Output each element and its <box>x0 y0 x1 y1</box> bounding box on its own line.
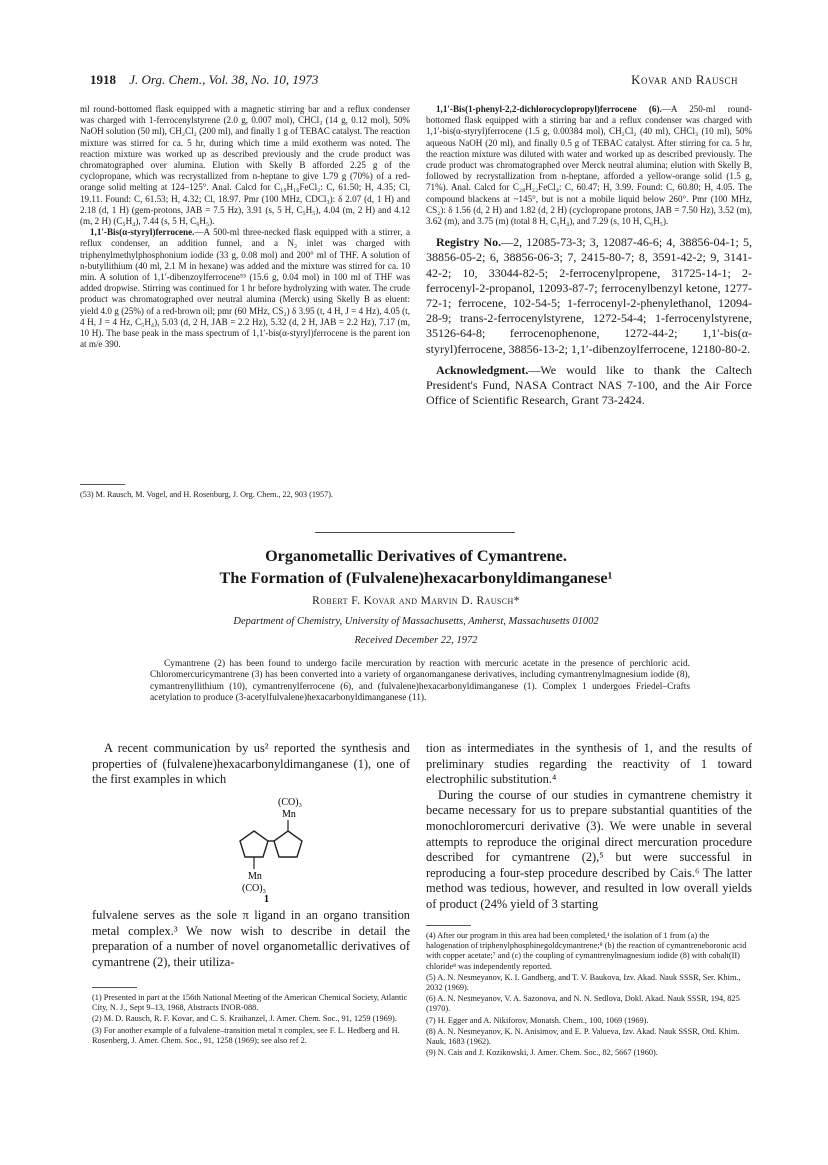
article-authors: Robert F. Kovar and Marvin D. Rausch* <box>312 595 520 607</box>
footnote-divider <box>426 925 471 926</box>
paragraph: ml round-bottomed flask equipped with a magnetic stirring bar and a reflux condenser was charged with 1-ferrocenylstyrene (2.0 g, 0.007 mol), CHCl₃ (14 g, 0.12 mol), 50% NaOH solution (50 ml), CH₂Cl₂ (200 ml), and finally 1 g of TEBAC catalyst. The reaction mixture was stirred for ca. 5 hr, during which time a mild exotherm was noted. The reaction mixture was worked up as described previously and the crude product was chromatographed over alumina. Elution with Skelly B afforded 2.25 g of the cyclopropane, which was recrystallized from n-heptane to give 1.79 g (70%) of a red-orange solid melting at 124–125°. Anal. Calcd for C₁₉H₁₆FeCl₂: C, 61.50; H, 4.35; Cl, 19.11. Found: C, 61.53; H, 4.32; Cl, 18.97. Pmr (100 MHz, CDCl₃): δ 2.07 (d, 1 H) and 2.18 (d, 1 H) (gem-protons, JAB = 7.5 Hz), 3.91 (s, 5 H, C₅H₅), 4.04 (m, 2 H) and 4.12 (m, 2 H) (C₅H₄), 7.44 (s, 5 H, C₆H₅). <box>80 104 410 227</box>
footnote: (7) H. Egger and A. Nikiforov, Monatsh. Chem., 100, 1069 (1969). <box>426 1015 649 1025</box>
paragraph-body: —A 500-ml three-necked flask equipped with a stirrer, a reflux condenser, an addition funnel, and a N₂ inlet was charged with triphenylmethylphosphonium iodide (33 g, 0.08 mol) and 200° ml of THF. A solution of n-butyllithium (40 ml, 2.1 M in hexane) was added and the mixture was stirred for ca. 10 min. A solution of 1,1′-dibenzoylferrocene⁵³ (15.6 g, 0.04 mol) in 100 ml of THF was added dropwise. Stirring was continued for 1 hr before hydrolyzing with water. The crude product was chromatographed over neutral alumina (Merck) using Skelly B as eluent: yield 4.0 g (25%) of a red-brown oil; pmr (60 MHz, CS₂) δ 3.95 (t, 4 H, J = 4 Hz), 4.05 (t, 4 H, J = 4 Hz, C₅H₄), 5.03 (d, 2 H, JAB = 2.2 Hz), 5.32 (d, 2 H, JAB = 2.2 Hz), 7.17 (m, 10 H). The base peak in the mass spectrum of 1,1′-bis(α-styryl)ferrocene is the parent ion at m/e 390. <box>80 227 410 350</box>
footnote: (8) A. N. Nesmeyanov, K. N. Anisimov, and E. P. Valueva, Izv. Akad. Nauk SSSR, Otd. Khim. Nauk, 1683 (1962). <box>426 1026 740 1047</box>
footnote: (1) Presented in part at the 156th National Meeting of the American Chemical Society, Atlantic City, N. J., Sept 9–13, 1968, Abstracts INOR-088. <box>92 993 408 1013</box>
registry-heading: Registry No. <box>436 235 502 250</box>
paragraph-body: —A 250-ml round-bottomed flask equipped with a stirring bar and a reflux condenser was charged with 1,1′-bis(α-styryl)ferrocene (1.5 g, 0.00384 mol), CH₂Cl₂ (40 ml), CHCl₃ (10 ml), 50% aqueous NaOH (20 ml), and finally 0.5 g of TEBAC catalyst. After stirring for ca. 5 hr, the reaction mixture was diluted with water and worked up as described previously. The crude product was chromatographed over Merck neutral alumina; elution with Skelly B, followed by recrystallization from n-heptane, afforded a yellow-orange solid (1.5 g, 71%). Anal. Calcd for C₂₈H₂₂FeCl₄: C, 60.47; H, 3.99. Found: C, 60.80; H, 4.05. The compound blackens at ~145°, but is not a mobile liquid below 260°. Pmr (100 MHz, CS₂): δ 1.56 (d, 2 H) and 1.82 (d, 2 H) (cyclopropane protons, JAB = 7.50 Hz), 3.52 (m), 3.62 (m), and 3.75 (m) (total 8 H, C₅H₄), and 7.29 (s, 10 H, C₆H₅). <box>426 104 752 227</box>
right-column-continuation <box>426 104 752 408</box>
running-header <box>90 72 738 90</box>
article-separator <box>315 532 515 533</box>
footnotes-right <box>426 931 752 1059</box>
structure-label-top: (CO)₃ <box>278 797 303 808</box>
footnote: (4) After our program in this area had been completed,¹ the isolation of 1 from (a) the halogenation of triphenylphosphinegoldcymantrene;⁸ (b) the reaction of cymantreneboronic acid with copper acetate;⁷ and (c) the coupling of cymantrenylmagnesium iodide (8) with cobalt(II) chloride⁸ was independently reported. <box>426 931 747 971</box>
left-column-continuation <box>80 104 410 350</box>
footnote: (9) N. Cais and J. Kozikowski, J. Amer. Chem. Soc., 82, 5667 (1960). <box>426 1048 658 1058</box>
right-body <box>426 741 752 913</box>
structure-metal-bottom: Mn <box>248 871 262 882</box>
paragraph-heading: 1,1′-Bis(α-styryl)ferrocene. <box>90 227 195 238</box>
running-authors: Kovar and Rausch <box>631 72 738 87</box>
registry-numbers <box>426 235 752 357</box>
abstract: Cymantrene (2) has been found to undergo facile mercuration by reaction with mercuric acetate in the presence of perchloric acid. Chloromercuricymantrene (3) has been converted into a variety of organomanganese derivatives, including cymantrenylmagnesium iodide (8), cymantrenyllithium (10), cymantrenylferrocene (6), and (fulvalene)hexacarbonyldimanganese (1). Complex 1 undergoes Friedel–Crafts acetylation to produce (3-acetylfulvalene)hexacarbonyldimanganese (11). <box>150 659 690 704</box>
footnote: (5) A. N. Nesmeyanov, K. I. Gandberg, and T. V. Baukova, Izv. Akad. Nauk SSSR, Ser. Khim., 2032 (1969). <box>426 972 741 993</box>
affiliation: Department of Chemistry, University of Massachusetts, Amherst, Massachusetts 01002 <box>233 616 599 627</box>
received-date: Received December 22, 1972 <box>354 635 478 646</box>
footnotes-left <box>92 993 410 1047</box>
paragraph <box>80 227 410 350</box>
acknowledgment <box>426 363 752 409</box>
body-paragraph: During the course of our studies in cymantrene chemistry it became necessary for us to prepare substantial quantities of the monochloromercuri derivative (3). We were unable in several attempts to reproduce the original direct mercuration procedure described for cymantrene (2),⁵ but were successful in reproducing a four-step procedure described by Cais.⁶ The latter method was tedious, however, and resulted in low overall yields of product (24% yield of 3 starting <box>426 787 752 911</box>
compound-number: 1 <box>264 894 269 903</box>
acknowledgment-heading: Acknowledgment. <box>436 362 529 377</box>
paragraph-heading: 1,1′-Bis(1-phenyl-2,2-dichlorocyclopropyl)ferrocene (6). <box>436 104 662 114</box>
cp-ring-left <box>240 831 268 857</box>
paragraph <box>426 104 752 227</box>
acknowledgment-body: —We would like to thank the Caltech President's Fund, NASA Contract NAS 7-100, and the Air Force Office of Scientific Research, Grant 73-2424. <box>426 362 752 408</box>
fulvalene-structure <box>190 793 340 903</box>
article-title-line-2: The Formation of (Fulvalene)hexacarbonyldimanganese¹ <box>219 569 613 587</box>
journal-citation: J. Org. Chem., Vol. 38, No. 10, 1973 <box>129 72 319 87</box>
article-title-line-1: Organometallic Derivatives of Cymantrene. <box>265 547 567 565</box>
structure-metal-top: Mn <box>282 809 296 820</box>
footnote-divider <box>92 987 137 988</box>
registry-body: —2, 12085-73-3; 3, 12087-46-6; 4, 38856-04-1; 5, 38856-05-2; 6, 38856-06-3; 7, 2415-80-7; 8, 3591-42-2; 9, 3141-42-2; 10, 33044-82-5; 2-ferrocenylpropene, 31725-14-1; 2-ferrocenyl-2-propanol, 12093-87-7; ferrocenylbenzyl ketone, 1277-72-1; ferrocene, 102-54-5; 1-ferrocenyl-2-phenylethanol, 12094-28-9; trans-2-ferrocenylstyrene, 1272-54-4; 1-ferrocenylstyrene, 35126-64-8; ferrocenophenone, 1272-44-2; 1,1′-bis(α-styryl)ferrocene, 38856-13-2; 1,1′-dibenzoylferrocene, 12180-80-2. <box>426 235 753 356</box>
footnote: (2) M. D. Rausch, R. F. Kovar, and C. S. Kraihanzel, J. Amer. Chem. Soc., 91, 1259 (1969). <box>92 1014 397 1024</box>
body-paragraph: fulvalene serves as the sole π ligand in an organo transition metal complex.³ We now wish to describe in detail the preparation of a number of novel organometallic derivatives of cymantrene (2), their utiliza- <box>92 908 410 969</box>
cp-ring-right <box>274 831 302 857</box>
footnote: (6) A. N. Nesmeyanov, V. A. Sazonova, and N. N. Sedlova, Dokl. Akad. Nauk SSSR, 194, 825 (1970). <box>426 994 740 1014</box>
body-paragraph: A recent communication by us² reported the synthesis and properties of (fulvalene)hexacarbonyldimanganese (1), one of the first examples in which <box>92 741 410 787</box>
structure-label-bottom: (CO)₃ <box>242 883 267 894</box>
footnote: (53) M. Rausch, M. Vogel, and H. Rosenburg, J. Org. Chem., 22, 903 (1957). <box>80 490 333 499</box>
page-number: 1918 <box>90 72 116 87</box>
footnote: (3) For another example of a fulvalene–transition metal π complex, see F. L. Hedberg and H. Rosenberg, J. Amer. Chem. Soc., 91, 1258 (1969); see also ref 2. <box>92 1025 400 1045</box>
body-paragraph: tion as intermediates in the synthesis of 1, and the results of preliminary studies regarding the reactivity of 1 toward electrophilic substitution.⁴ <box>426 741 752 787</box>
footnote-divider <box>80 484 125 485</box>
